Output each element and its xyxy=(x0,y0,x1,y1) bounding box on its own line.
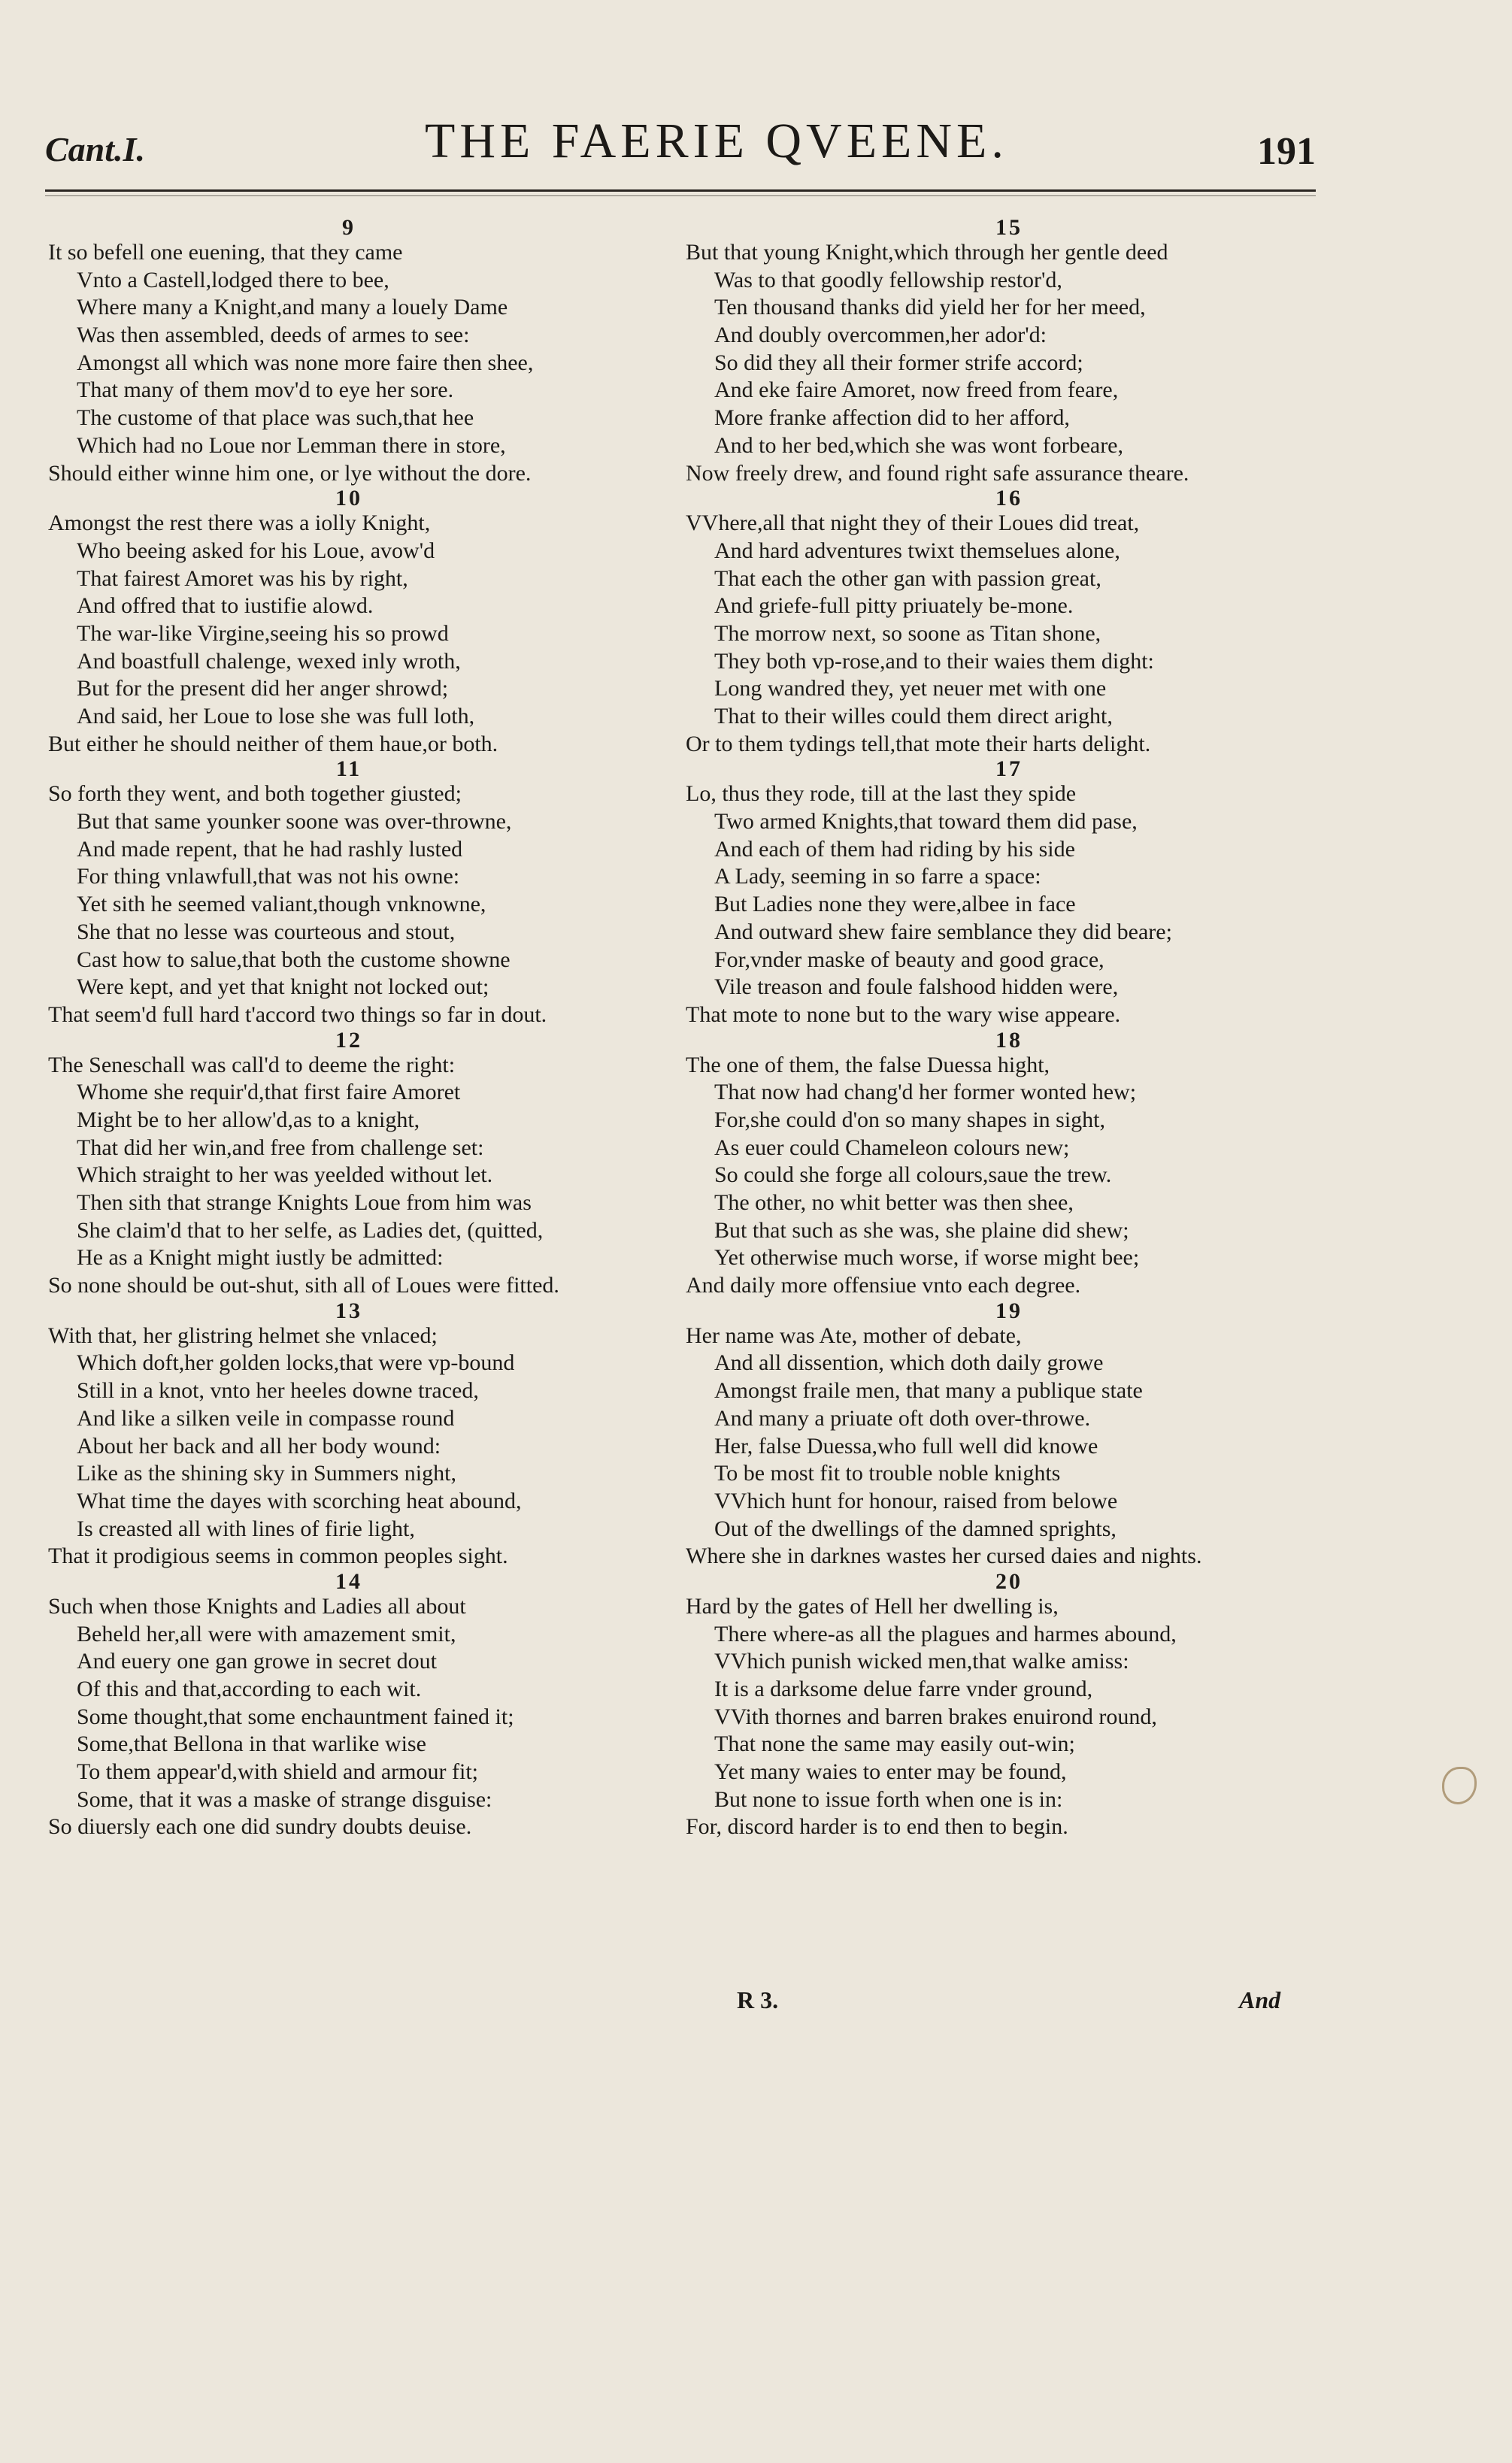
verse-line: And like a silken veile in compasse round xyxy=(77,1405,455,1431)
verse-line: For,she could d'on so many shapes in sight, xyxy=(714,1107,1106,1132)
verse-line: Long wandred they, yet neuer met with one xyxy=(714,676,1107,701)
verse-line: To them appear'd,with shield and armour fit; xyxy=(77,1759,478,1785)
verse-line: Some, that it was a maske of strange disguise: xyxy=(77,1786,492,1812)
verse-line: And each of them had riding by his side xyxy=(714,836,1075,862)
verse-line: That none the same may easily out-win; xyxy=(714,1731,1075,1757)
verse-line: She claim'd that to her selfe, as Ladies det, (quitted, xyxy=(77,1217,544,1243)
stanza xyxy=(686,1568,1332,1841)
verse-line: Of this and that,according to each wit. xyxy=(77,1677,422,1701)
verse-line: For thing vnlawfull,that was not his owne: xyxy=(77,864,460,889)
verse-line: And said, her Loue to lose she was full loth, xyxy=(77,704,475,729)
verse-line: The morrow next, so soone as Titan shone, xyxy=(714,620,1101,646)
verse-line: The other, no whit better was then shee, xyxy=(714,1190,1074,1215)
verse-line: So forth they went, and both together giusted; xyxy=(48,781,462,807)
verse-line: He as a Knight might iustly be admitted: xyxy=(77,1245,444,1271)
verse-line: And doubly overcommen,her ador'd: xyxy=(714,323,1047,348)
verse-line: Like as the shining sky in Summers night, xyxy=(77,1461,456,1486)
stanza xyxy=(686,487,1332,758)
verse-line: And made repent, that he had rashly lusted xyxy=(77,836,463,862)
verse-line: So could she forge all colours,saue the trew. xyxy=(714,1162,1112,1188)
verse-line: Such when those Knights and Ladies all about xyxy=(48,1593,466,1619)
stanza xyxy=(48,487,650,758)
verse-line: And griefe-full pitty priuately be-mone. xyxy=(714,593,1074,619)
verse-line: Amongst fraile men, that many a publique state xyxy=(714,1378,1143,1404)
verse-line: VVhich hunt for honour, raised from belowe xyxy=(714,1488,1118,1513)
stanza-number: 20 xyxy=(995,1568,1023,1594)
verse-line: That to their willes could them direct aright, xyxy=(714,704,1113,729)
verse-line: Where many a Knight,and many a louely Dame xyxy=(77,295,508,320)
verse-line: And all dissention, which doth daily growe xyxy=(714,1350,1104,1376)
verse-line: For,vnder maske of beauty and good grace, xyxy=(714,947,1104,972)
verse-line: But that same younker soone was over-throwne, xyxy=(77,809,512,835)
stanza-number: 17 xyxy=(995,756,1023,782)
verse-line: Which had no Loue nor Lemman there in store, xyxy=(77,432,506,458)
verse-line: For, discord harder is to end then to begin. xyxy=(686,1814,1068,1840)
verse-line: That it prodigious seems in common peoples sight. xyxy=(48,1544,508,1569)
stanza-number: 13 xyxy=(335,1298,362,1323)
catchword: And xyxy=(1239,1986,1281,2013)
verse-line: Ten thousand thanks did yield her for her meed, xyxy=(714,295,1146,320)
verse-line: Her, false Duessa,who full well did knowe xyxy=(714,1433,1098,1459)
verse-line: And boastfull chalenge, wexed inly wroth, xyxy=(77,648,461,674)
stanza-number: 14 xyxy=(335,1568,362,1594)
verse-line: But Ladies none they were,albee in face xyxy=(714,892,1076,917)
stanza xyxy=(48,1568,650,1841)
verse-line: But none to issue forth when one is in: xyxy=(714,1786,1063,1812)
right-column xyxy=(686,217,1332,1841)
verse-line: But for the present did her anger shrowd; xyxy=(77,676,449,701)
verse-line: It so befell one euening, that they came xyxy=(48,240,403,265)
verse-line: It is a darksome delue farre vnder ground, xyxy=(714,1677,1093,1701)
stanza xyxy=(686,1300,1332,1571)
verse-line: And offred that to iustifie alowd. xyxy=(77,593,374,619)
stanza xyxy=(48,758,650,1029)
verse-line: That fairest Amoret was his by right, xyxy=(77,565,408,591)
verse-line: Cast how to salue,that both the custome showne xyxy=(77,947,511,972)
stanza xyxy=(686,1029,1332,1300)
verse-line: Who beeing asked for his Loue, avow'd xyxy=(77,538,435,563)
verse-line: Her name was Ate, mother of debate, xyxy=(686,1322,1022,1348)
verse-line: And many a priuate oft doth over-throwe. xyxy=(714,1405,1091,1431)
verse-line: What time the dayes with scorching heat abound, xyxy=(77,1488,522,1513)
verse-line: To be most fit to trouble noble knights xyxy=(714,1461,1061,1486)
verse-line: So none should be out-shut, sith all of Loues were fitted. xyxy=(48,1273,559,1298)
header-rule xyxy=(45,189,1316,192)
verse-line: VVhich punish wicked men,that walke amiss: xyxy=(714,1649,1129,1674)
ink-blot xyxy=(1442,1767,1477,1804)
verse-line: And euery one gan growe in secret dout xyxy=(77,1649,438,1674)
verse-line: Amongst the rest there was a iolly Knight, xyxy=(48,510,431,536)
verse-line: Two armed Knights,that toward them did pase, xyxy=(714,809,1138,835)
verse-line: Then sith that strange Knights Loue from him was xyxy=(77,1190,532,1215)
stanza-number: 9 xyxy=(342,215,356,240)
verse-line: Whome she requir'd,that first faire Amoret xyxy=(77,1080,461,1105)
verse-line: And to her bed,which she was wont forbeare, xyxy=(714,432,1123,458)
stanza-number: 10 xyxy=(335,486,362,511)
stanza-number: 19 xyxy=(995,1298,1023,1323)
verse-line: Some thought,that some enchauntment fained it; xyxy=(77,1704,514,1729)
verse-line: There where-as all the plagues and harmes abound, xyxy=(714,1621,1177,1647)
verse-line: Should either winne him one, or lye without the dore. xyxy=(48,460,532,486)
verse-line: As euer could Chameleon colours new; xyxy=(714,1135,1070,1160)
verse-line: Still in a knot, vnto her heeles downe traced, xyxy=(77,1378,479,1404)
stanza-number: 11 xyxy=(335,756,362,782)
stanza-number: 12 xyxy=(335,1027,362,1053)
stanza xyxy=(686,758,1332,1029)
verse-line: Some,that Bellona in that warlike wise xyxy=(77,1731,426,1757)
verse-line: Were kept, and yet that knight not locked out; xyxy=(77,974,489,1000)
verse-line: Yet otherwise much worse, if worse might bee; xyxy=(714,1245,1140,1271)
verse-line: Lo, thus they rode, till at the last they spide xyxy=(686,781,1077,807)
verse-line: The custome of that place was such,that hee xyxy=(77,405,474,431)
page-title: THE FAERIE QVEENE. xyxy=(425,114,1008,168)
verse-line: Hard by the gates of Hell her dwelling is, xyxy=(686,1593,1059,1619)
verse-line: Where she in darknes wastes her cursed daies and nights. xyxy=(686,1544,1202,1569)
verse-line: Which straight to her was yeelded without let. xyxy=(77,1162,493,1188)
verse-line: And eke faire Amoret, now freed from feare, xyxy=(714,377,1119,403)
verse-line: But that young Knight,which through her gentle deed xyxy=(686,240,1168,265)
verse-line: They both vp-rose,and to their waies them dight: xyxy=(714,648,1154,674)
verse-line: The one of them, the false Duessa hight, xyxy=(686,1052,1050,1077)
verse-line: And daily more offensiue vnto each degree. xyxy=(686,1273,1081,1298)
stanza-number: 15 xyxy=(995,215,1023,240)
verse-line: About her back and all her body wound: xyxy=(77,1433,441,1459)
verse-line: Vile treason and foule falshood hidden were, xyxy=(714,974,1119,1000)
signature-mark: R 3. xyxy=(737,1986,779,2013)
verse-line: Amongst all which was none more faire then shee, xyxy=(77,350,534,375)
canto-label: Cant.I. xyxy=(45,130,145,168)
verse-line: Yet sith he seemed valiant,though vnknowne, xyxy=(77,892,486,917)
verse-line: Or to them tydings tell,that mote their harts delight. xyxy=(686,731,1151,756)
verse-line: That did her win,and free from challenge set: xyxy=(77,1135,484,1160)
stanza xyxy=(48,1029,650,1300)
verse-line: Vnto a Castell,lodged there to bee, xyxy=(77,267,389,292)
verse-line: A Lady, seeming in so farre a space: xyxy=(714,864,1041,889)
verse-line: Is creasted all with lines of firie light, xyxy=(77,1516,415,1541)
verse-line: She that no lesse was courteous and stout, xyxy=(77,919,456,944)
header-rule-thin xyxy=(45,195,1316,196)
verse-line: More franke affection did to her afford, xyxy=(714,405,1070,431)
stanza xyxy=(48,217,650,487)
verse-line: The Seneschall was call'd to deeme the right: xyxy=(48,1052,456,1077)
verse-line: The war-like Virgine,seeing his so prowd xyxy=(77,620,449,646)
verse-line: But that such as she was, she plaine did shew; xyxy=(714,1217,1129,1243)
verse-line: VVith thornes and barren brakes enuirond round, xyxy=(714,1704,1157,1729)
verse-line: Beheld her,all were with amazement smit, xyxy=(77,1621,456,1647)
stanza xyxy=(686,217,1332,487)
verse-line: So did they all their former strife accord; xyxy=(714,350,1083,375)
verse-line: Out of the dwellings of the damned sprights, xyxy=(714,1516,1117,1541)
verse-line: Was then assembled, deeds of armes to see: xyxy=(77,323,470,348)
verse-line: Yet many waies to enter may be found, xyxy=(714,1759,1067,1785)
stanza-number: 18 xyxy=(995,1027,1023,1053)
verse-line: That mote to none but to the wary wise appeare. xyxy=(686,1001,1121,1027)
verse-line: That now had chang'd her former wonted hew; xyxy=(714,1080,1137,1105)
verse-line: That each the other gan with passion great, xyxy=(714,565,1101,591)
stanza xyxy=(48,1300,650,1571)
verse-line: But either he should neither of them haue,or both. xyxy=(48,731,498,756)
verse-line: Might be to her allow'd,as to a knight, xyxy=(77,1107,420,1132)
verse-line: With that, her glistring helmet she vnlaced; xyxy=(48,1322,438,1348)
verse-line: Was to that goodly fellowship restor'd, xyxy=(714,267,1062,292)
verse-line: So diuersly each one did sundry doubts deuise. xyxy=(48,1814,472,1840)
verse-line: And outward shew faire semblance they did beare; xyxy=(714,919,1172,944)
left-column xyxy=(48,217,650,1841)
verse-line: Now freely drew, and found right safe assurance theare. xyxy=(686,460,1189,486)
stanza-number: 16 xyxy=(995,486,1023,511)
running-head xyxy=(45,113,1316,180)
verse-line: Which doft,her golden locks,that were vp-bound xyxy=(77,1350,515,1376)
verse-line: That seem'd full hard t'accord two things so far in dout. xyxy=(48,1001,547,1027)
verse-line: That many of them mov'd to eye her sore. xyxy=(77,377,454,403)
verse-line: VVhere,all that night they of their Loues did treat, xyxy=(686,510,1140,536)
verse-line: And hard adventures twixt themselues alone, xyxy=(714,538,1120,563)
page-number: 191 xyxy=(1257,130,1316,173)
